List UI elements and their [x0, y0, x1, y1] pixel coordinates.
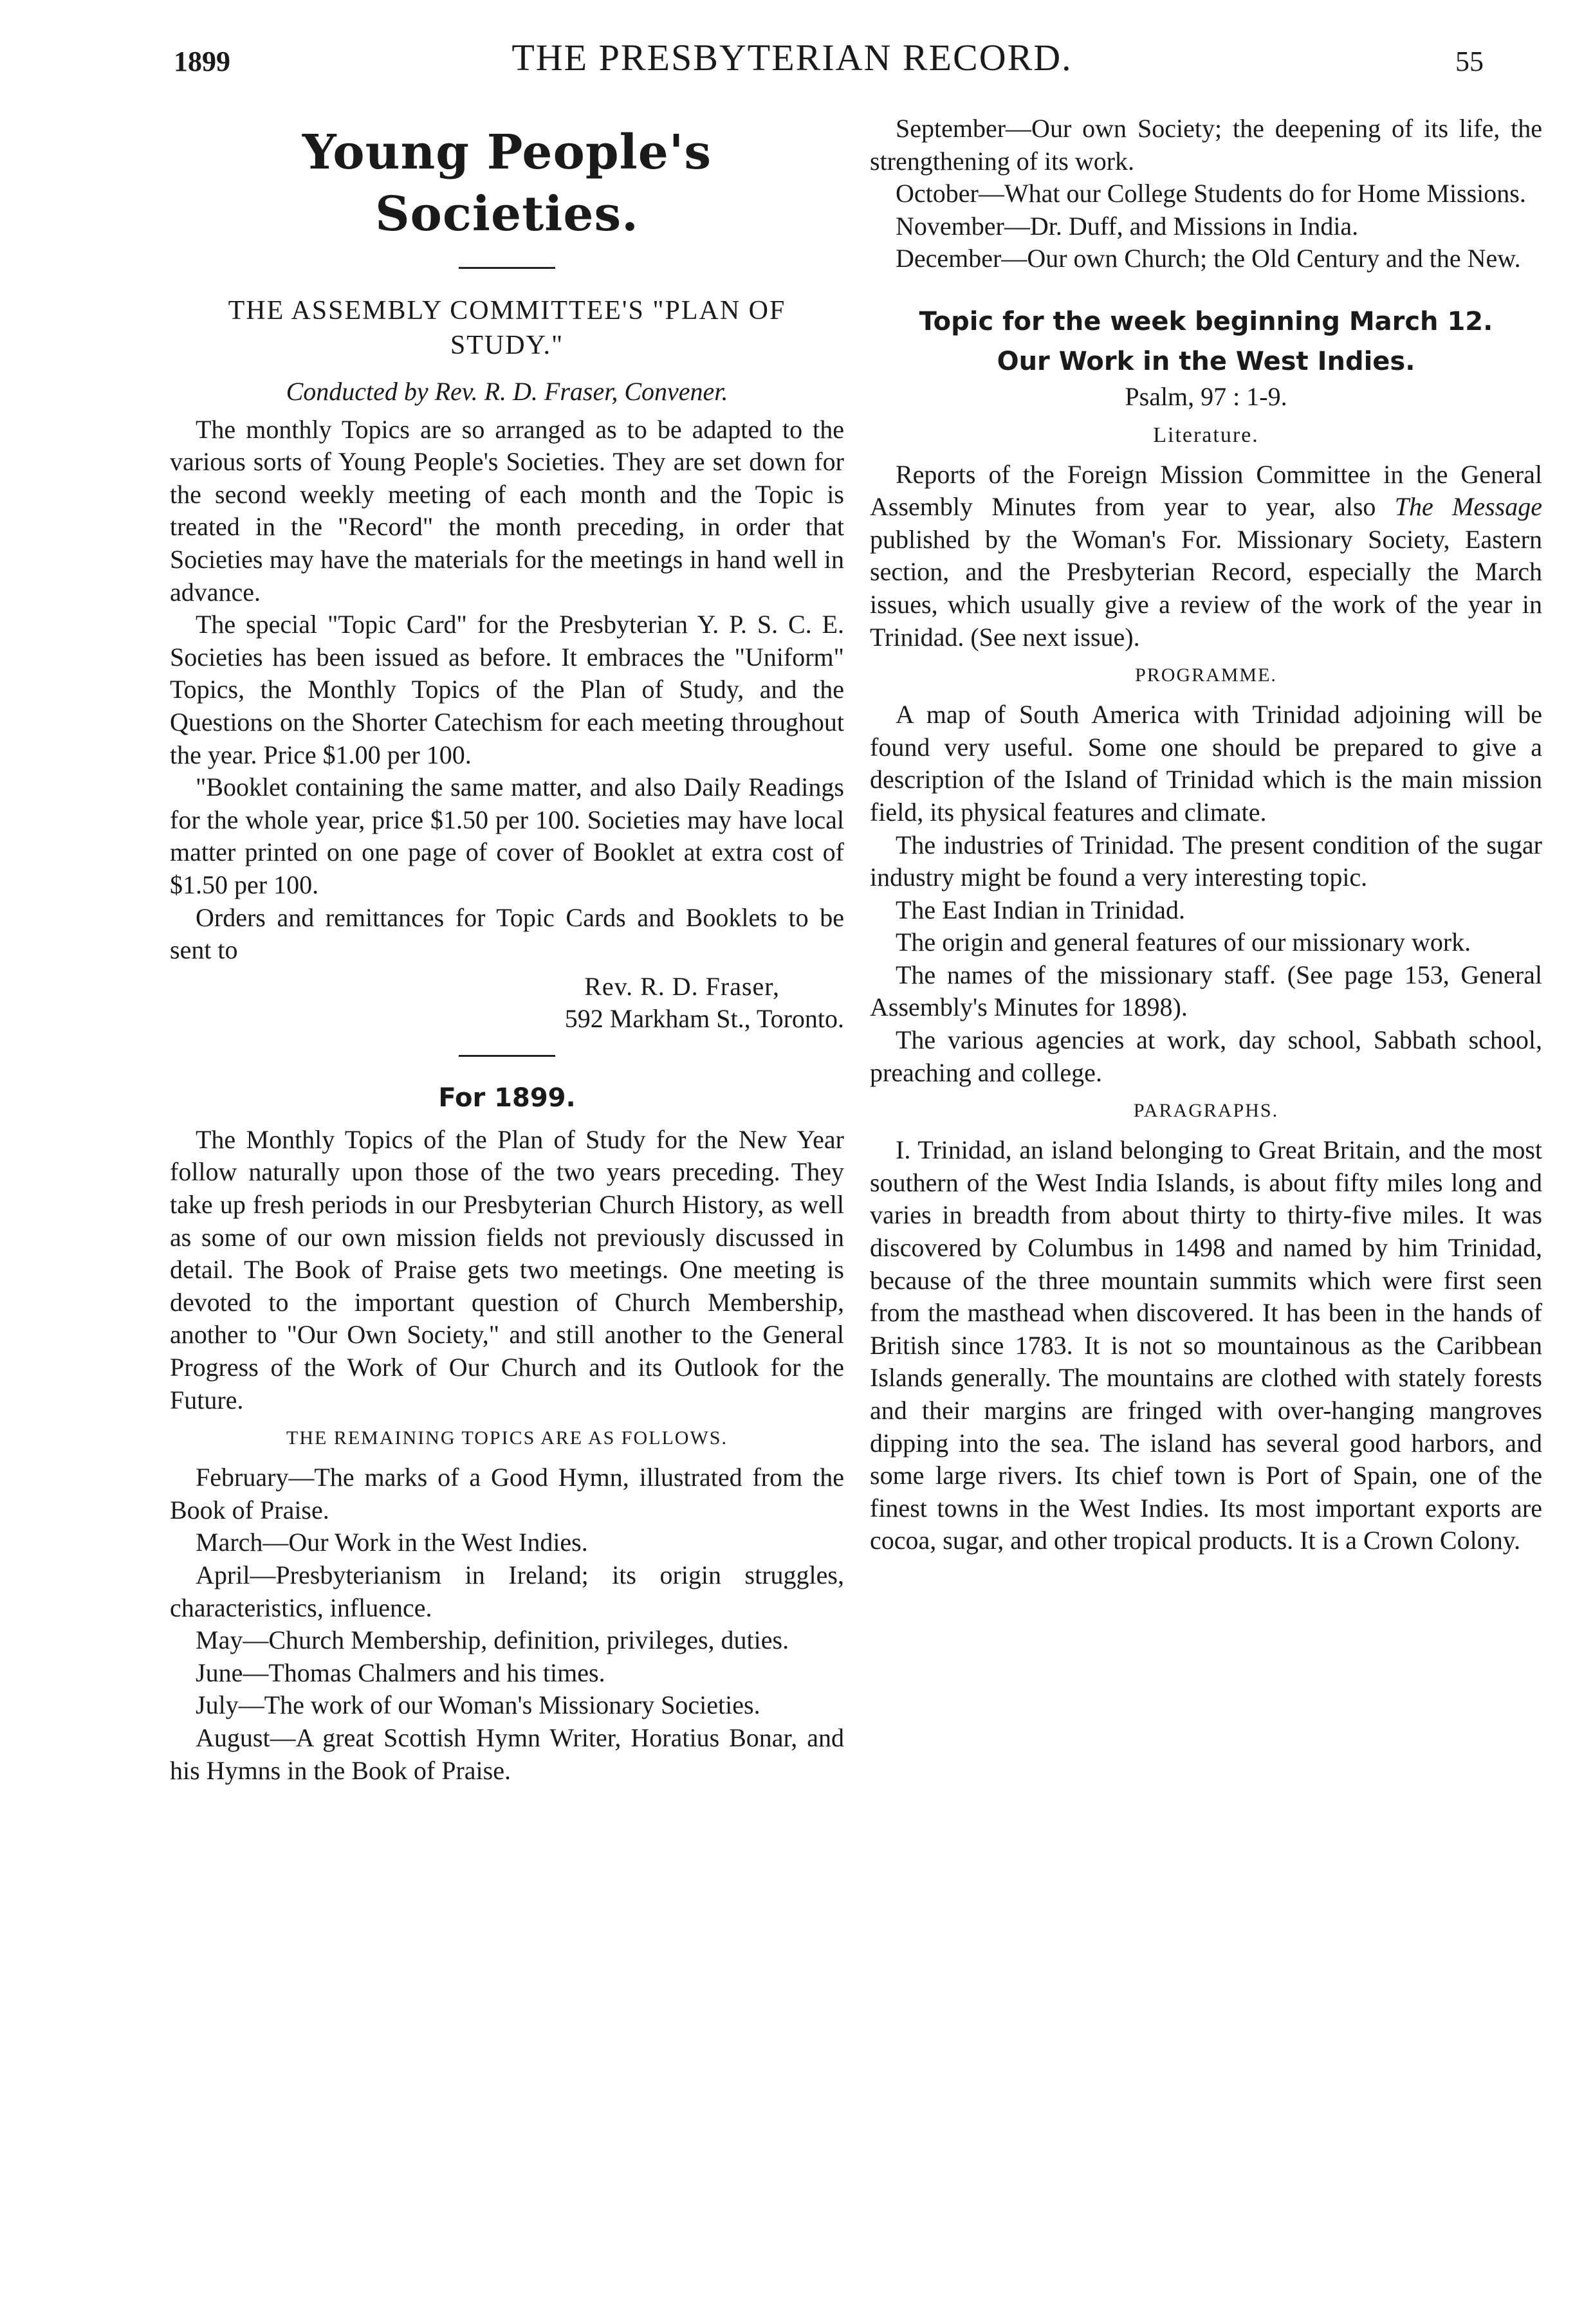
month-topic: September—Our own Society; the deepening of its life, the strengthening of its work.	[870, 114, 1542, 176]
title-rule	[459, 267, 555, 269]
paragraph: I. Trinidad, an island belonging to Great Britain, and the most southern of the West India Islands, is about fifty miles long and varies in breadth from about thirty to thirty-five miles. It was discovered by Columbus in 1498 and named by him Trinidad, because of the three mountain summits which were first seen from the masthead when discovered. It has been in the hands of British since 1783. It is not so mountainous as the Caribbean Islands generally. The mountains are clothed with stately forests and their margins are fringed with over-hanging mangroves dipping into the sea. The island has several good harbors, and some large rivers. Its chief town is Port of Spain, one of the finest towns in the West Indies. Its most important exports are cocoa, sugar, and other tropical products. It is a Crown Colony.	[870, 1135, 1542, 1555]
for-1899-heading: For 1899.	[438, 1083, 576, 1113]
section-title: Young People's Societies.	[302, 125, 712, 242]
programme-item: The names of the missionary staff. (See page 153, General Assembly's Minutes for 1898).	[870, 960, 1542, 1022]
address-name: Rev. R. D. Fraser,	[584, 971, 780, 1001]
address-street: 592 Markham St., Toronto.	[564, 1004, 844, 1034]
header-year: 1899	[174, 46, 230, 77]
paragraph: The Monthly Topics of the Plan of Study for the New Year follow naturally upon those of the two years preceding. They take up fresh periods in our Presbyterian Church History, as well as some of our own mission fields not previously discussed in detail. The Book of Praise gets two meetings. One meeting is devoted to the important question of Church Membership, another to "Our Own Society," and still another to the General Progress of the Work of Our Church and its Outlook for the Future.	[170, 1124, 844, 1414]
topic-heading: Topic for the week beginning March 12.	[919, 306, 1493, 336]
divider-rule	[459, 1055, 555, 1057]
literature-heading: Literature.	[1153, 423, 1259, 447]
month-topic: June—Thomas Chalmers and his times.	[196, 1658, 605, 1687]
programme-item: The East Indian in Trinidad.	[896, 895, 1185, 924]
month-topic: May—Church Membership, definition, privileges, duties.	[196, 1625, 789, 1655]
programme-item: The various agencies at work, day school, Sabbath school, preaching and college.	[870, 1025, 1542, 1087]
topic-subheading: Our Work in the West Indies.	[997, 346, 1415, 376]
paragraph: "Booklet containing the same matter, and also Daily Readings for the whole year, price $1.50 per 100. Societies may have local matter printed on one page of cover of Booklet at extra cost of $1.50 per 100.	[170, 773, 844, 899]
programme-item: A map of South America with Trinidad adjoining will be found very useful. Some one should be prepared to give a description of the Island of Trinidad which is the main mission field, its physical features and climate.	[870, 700, 1542, 827]
left-column	[170, 113, 844, 1787]
programme-heading: PROGRAMME.	[1135, 664, 1277, 686]
paragraph: Orders and remittances for Topic Cards and Booklets to be sent to	[170, 902, 844, 965]
literature-paragraph	[870, 459, 1542, 654]
byline: Conducted by Rev. R. D. Fraser, Convener.	[286, 377, 728, 406]
paragraphs-heading: PARAGRAPHS.	[1133, 1100, 1279, 1122]
running-head	[0, 36, 1584, 87]
month-topic: August—A great Scottish Hymn Writer, Horatius Bonar, and his Hymns in the Book of Praise.	[170, 1723, 844, 1785]
paragraph: The special "Topic Card" for the Presbyterian Y. P. S. C. E. Societies has been issued as before. It embraces the "Uniform" Topics, the Monthly Topics of the Plan of Study, and the Questions on the Shorter Catechism for each meeting throughout the year. Price $1.00 per 100.	[170, 610, 844, 769]
month-topic: November—Dr. Duff, and Missions in India.	[896, 211, 1359, 241]
programme-item: The origin and general features of our missionary work.	[896, 928, 1471, 957]
committee-heading: THE ASSEMBLY COMMITTEE'S "PLAN OF STUDY."	[228, 296, 786, 360]
month-topic: February—The marks of a Good Hymn, illustrated from the Book of Praise.	[170, 1463, 844, 1524]
literature-text: Reports of the Foreign Mission Committee in the General Assembly Minutes from year to year, also	[870, 459, 1542, 522]
month-topic: October—What our College Students do for Home Missions.	[896, 179, 1526, 208]
remaining-topics-heading: THE REMAINING TOPICS ARE AS FOLLOWS.	[286, 1427, 728, 1449]
page-number: 55	[1455, 46, 1484, 77]
month-topic: March—Our Work in the West Indies.	[196, 1528, 588, 1557]
programme-item: The industries of Trinidad. The present condition of the sugar industry might be found a very interesting topic.	[870, 830, 1542, 892]
literature-text: published by the Woman's For. Missionary Society, Eastern section, and the Presbyterian Record, especially the March issues, which usually give a review of the work of the year in Trinidad. (See next issue).	[870, 524, 1542, 652]
journal-title: THE PRESBYTERIAN RECORD.	[511, 37, 1073, 78]
month-topic: July—The work of our Woman's Missionary Societies.	[196, 1690, 760, 1720]
right-column	[870, 113, 1542, 1557]
month-topic: December—Our own Church; the Old Century and the New.	[896, 244, 1521, 273]
month-topic: April—Presbyterianism in Ireland; its origin struggles, characteristics, influence.	[170, 1560, 844, 1622]
message-title: The Message	[1394, 492, 1542, 522]
paragraph: The monthly Topics are so arranged as to be adapted to the various sorts of Young People's Societies. They are set down for the second weekly meeting of each month and the Topic is treated in the "Record" the month preceding, in order that Societies may have the materials for the meetings in hand well in advance.	[170, 414, 844, 607]
psalm-reference: Psalm, 97 : 1-9.	[1125, 381, 1287, 411]
